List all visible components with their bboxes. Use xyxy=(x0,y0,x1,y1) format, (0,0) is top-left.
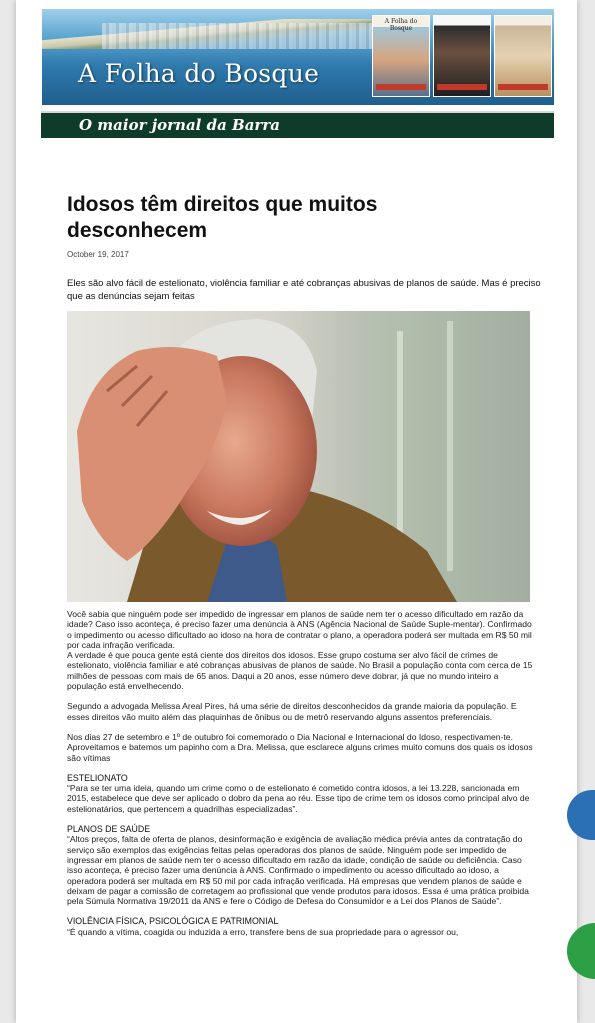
section-heading: PLANOS DE SAÚDE xyxy=(67,824,151,835)
page-container xyxy=(16,0,577,1023)
article-paragraph: Segundo a advogada Melissa Areal Pires, há uma série de direitos desconhecidos da grande maioria da população. E esses direitos vão muito além das plaquinhas de ônibus ou de metrô reservando alguns assentos preferenciais. xyxy=(67,701,517,722)
photo-illustration xyxy=(67,311,530,602)
cover-band xyxy=(437,84,487,90)
cover-band xyxy=(498,84,548,90)
tagline-bar xyxy=(41,111,554,138)
article-paragraph: Nos dias 27 de setembro e 1º de outubro foi comemorado o Dia Nacional e Internacional do Idoso, respectivamen-te. Aproveitamos e batemos um papinho com a Dra. Melissa, que esclarece alguns crimes muito comuns dos quais os idosos são vítimas xyxy=(67,731,533,763)
site-title: A Folha do Bosque xyxy=(78,59,320,88)
cover-title: A Folha do Bosque xyxy=(384,18,418,32)
article-body xyxy=(67,609,533,947)
cover-band xyxy=(376,84,426,90)
city-buildings-image xyxy=(102,23,382,49)
magazine-cover xyxy=(494,15,552,97)
section-text: “É quando a vítima, coagida ou induzida a erro, transfere bens de sua propriedade para o agressor ou, xyxy=(67,926,459,937)
article-section xyxy=(67,916,533,937)
section-heading: VIOLÊNCIA FÍSICA, PSICOLÓGICA E PATRIMONIAL xyxy=(67,916,279,927)
elderly-man-photo xyxy=(67,311,530,602)
article-section xyxy=(67,773,533,814)
masthead-banner[interactable] xyxy=(42,9,554,105)
magazine-covers xyxy=(372,15,552,99)
article-date: October 19, 2017 xyxy=(67,250,129,259)
section-text: “Para se ter uma ideia, quando um crime como o de estelionato é cometido contra idosos, a lei 13.228, sancionada em 2015, estabelece que deve ser aplicado o dobro da pena ao réu. Esse tipo de crime tem os idosos como principal alvo de estelionatários, que pertencem a quadrilhas especializadas”. xyxy=(67,783,530,814)
tagline-text: O maior jornal da Barra xyxy=(79,116,280,134)
article-title: Idosos têm direitos que muitos desconhecem xyxy=(67,193,378,242)
article-lead: Eles são alvo fácil de estelionato, violência familiar e até cobranças abusivas de planos de saúde. Mas é preciso que as denúncias sejam feitas xyxy=(67,278,541,302)
article-section xyxy=(67,824,533,906)
section-text: “Altos preços, falta de oferta de planos, desinformação e exigência de avaliação médica prévia antes da contratação do serviço são exemplos das exigências feitas pelas operadoras dos planos de saúde. Ninguém pode ser impedido de ingressar em planos de saúde nem ter o acesso dificultado em razão da idade, condição de saúde ou deficiência. Caso isso aconteça, é preciso fazer uma denúncia à ANS. Confirmado o impedimento ou acesso dificultado ao idoso, a operadora poderá ser multada em R$ 50 mil por cada infração verificada. Há empresas que vendem planos de saúde e deixam de pagar a comissão de corretagem ao profissional que vende produtos para idosos. Essa é uma prática proibida pela Súmula Normativa 19/2011 da ANS e fere o Código de Defesa do Consumidor e a Lei dos Planos de Saúde”. xyxy=(67,834,529,907)
section-heading: ESTELIONATO xyxy=(67,772,128,783)
article-paragraph: Você sabia que ninguém pode ser impedido de ingressar em planos de saúde nem ter o acesso dificultado em razão da idade? Caso isso aconteça, é preciso fazer uma denúncia à ANS (Agência Nacional de Saúde Suple-mentar). Confirmado o impedimento ou acesso dificultado ao idoso na hora de contratar o plano, a operadora poderá ser multada em R$ 50 mil por cada infração verificada. xyxy=(67,609,532,650)
magazine-cover xyxy=(433,15,491,97)
magazine-cover xyxy=(372,15,430,97)
article-paragraph: A verdade é que pouca gente está ciente dos direitos dos idosos. Esse grupo costuma ser alvo fácil de crimes de estelionato, violência familiar e até cobranças abusivas de planos de saúde. No Brasil a população conta com cerca de 15 milhões de pessoas com mais de 65 anos. Daqui a 20 anos, esse número deve dobrar, já que no mundo inteiro a população está envelhecendo. xyxy=(67,650,533,692)
